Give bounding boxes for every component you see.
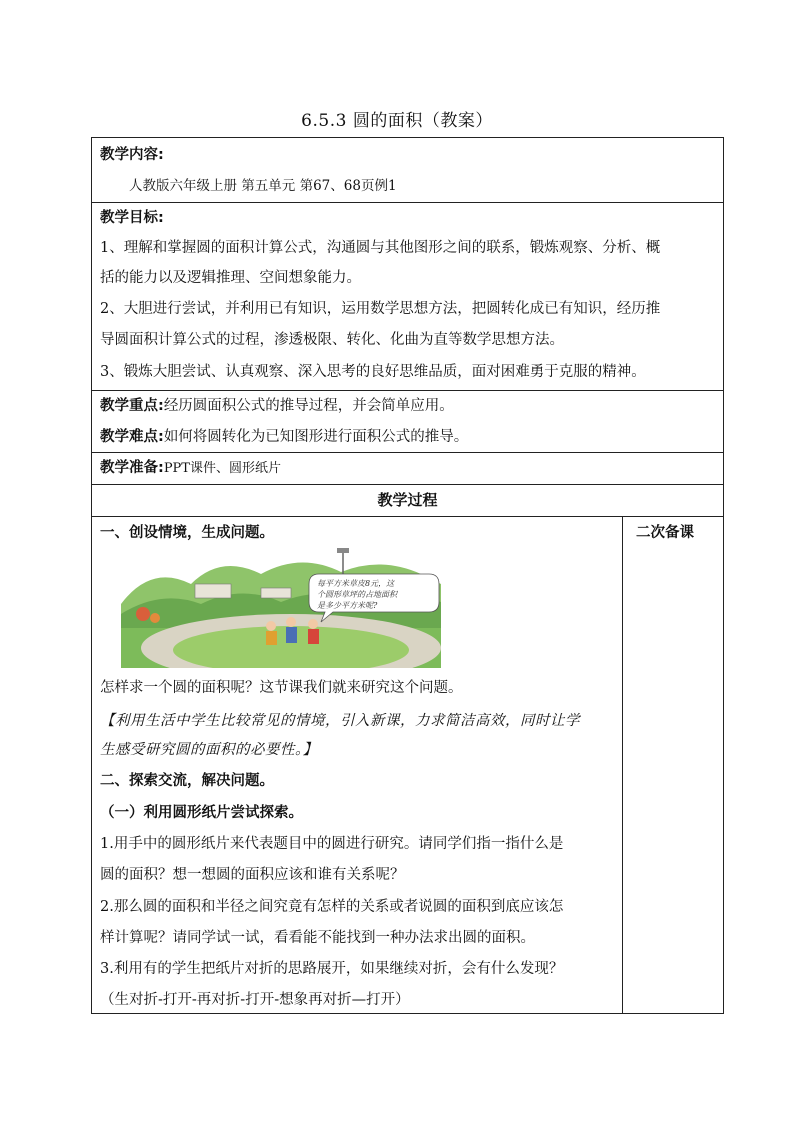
section2-line: （生对折-打开-再对折-打开-想象再对折—打开） xyxy=(100,992,410,1008)
section1-heading: 一、创设情境，生成问题。 xyxy=(100,525,274,541)
section2-line: 圆的面积？想一想圆的面积应该和谁有关系呢？ xyxy=(100,867,405,883)
section2-line: 样计算呢？请同学试一试，看看能不能找到一种办法求出圆的面积。 xyxy=(100,930,535,946)
section2-subheading: （一）利用圆形纸片尝试探索。 xyxy=(100,805,303,821)
difficulty-row xyxy=(100,427,468,447)
key-point-label: 教学重点: xyxy=(100,398,164,414)
row-divider xyxy=(92,452,723,453)
flower-shape xyxy=(136,607,150,621)
process-header: 教学过程 xyxy=(377,491,438,509)
section2-line: 3.利用有的学生把纸片对折的思路展开，如果继续对折，会有什么发现？ xyxy=(100,961,564,977)
park-illustration xyxy=(121,544,441,668)
child-figure xyxy=(286,617,296,627)
section2-line: 1.用手中的圆形纸片来代表题目中的圆进行研究。请同学们指一指什么是 xyxy=(100,836,564,852)
difficulty-text: 如何将圆转化为已知图形进行面积公式的推导。 xyxy=(163,429,469,445)
row-divider xyxy=(92,202,723,203)
section2-line: 2.那么圆的面积和半径之间究竟有怎样的关系或者说圆的面积到底应该怎 xyxy=(100,899,564,915)
child-figure xyxy=(266,621,276,631)
goal-line: 3、锻炼大胆尝试、认真观察、深入思考的良好思维品质，面对困难勇于克服的精神。 xyxy=(100,364,646,380)
goal-line: 导圆面积计算公式的过程，渗透极限、转化、化曲为直等数学思想方法。 xyxy=(100,332,564,348)
preparation-row xyxy=(100,458,281,479)
content-label: 教学内容: xyxy=(100,147,164,163)
page-title: 6.5.3 圆的面积（教案） xyxy=(301,111,493,131)
content-text: 人教版六年级上册 第五单元 第67、68页例1 xyxy=(129,178,397,194)
row-divider xyxy=(92,390,723,391)
goal-line: 2、大胆进行尝试，并利用已有知识，运用数学思想方法，把圆转化成已有知识，经历推 xyxy=(100,301,661,317)
preparation-label: 教学准备: xyxy=(100,460,164,476)
bubble-line: 是多少平方米呢? xyxy=(317,601,378,610)
goals-label: 教学目标: xyxy=(100,210,164,226)
goal-line: 1、理解和掌握圆的面积计算公式，沟通圆与其他图形之间的联系，锻炼观察、分析、概 xyxy=(100,240,661,256)
section1-note-line: 【利用生活中学生比较常见的情境，引入新课，力求简洁高效，同时让学 xyxy=(100,713,580,729)
section1-question: 怎样求一个圆的面积呢？这节课我们就来研究这个问题。 xyxy=(100,680,463,696)
building-shape xyxy=(195,584,231,598)
row-divider xyxy=(92,516,723,517)
flower-shape xyxy=(150,613,160,623)
goal-line: 括的能力以及逻辑推理、空间想象能力。 xyxy=(100,270,361,286)
preparation-text: PPT课件、圆形纸片 xyxy=(163,461,281,476)
child-figure xyxy=(308,629,319,644)
tower-top-shape xyxy=(337,548,349,553)
section2-heading: 二、探索交流，解决问题。 xyxy=(100,773,274,789)
child-figure xyxy=(286,627,297,643)
bubble-line: 个圆形草坪的占地面积 xyxy=(317,590,397,599)
child-figure xyxy=(308,619,318,629)
building-shape xyxy=(261,588,291,598)
row-divider xyxy=(92,484,723,485)
key-point-text: 经历圆面积公式的推导过程，并会简单应用。 xyxy=(163,398,454,414)
section1-note-line: 生感受研究圆的面积的必要性。】 xyxy=(100,742,318,758)
difficulty-label: 教学难点: xyxy=(100,429,164,445)
bubble-line: 每平方米草皮8元，这 xyxy=(317,579,395,588)
child-figure xyxy=(266,631,277,645)
key-point-row xyxy=(100,396,454,416)
column-divider xyxy=(622,516,623,1014)
second-prep-label: 二次备课 xyxy=(636,525,694,541)
